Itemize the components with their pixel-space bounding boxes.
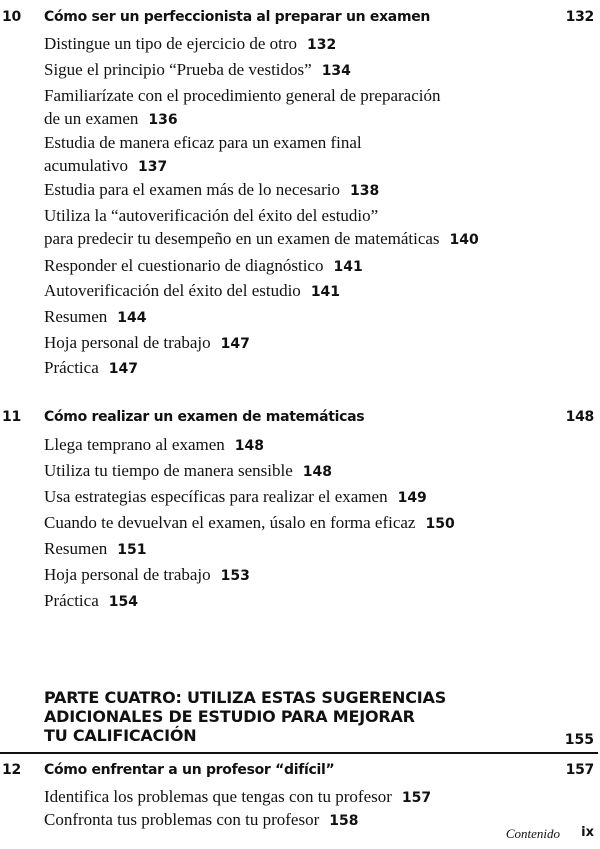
chapter-title: Cómo realizar un examen de matemáticas	[44, 409, 365, 425]
chapter-page: 132	[565, 9, 594, 25]
chapter-page: 157	[565, 762, 594, 778]
entry-page: 150	[425, 516, 455, 532]
chapter-number: 11	[2, 409, 21, 425]
entry-page: 134	[321, 63, 351, 79]
entry-page: 148	[302, 464, 333, 480]
toc-entry[interactable]: Estudia para el examen más de lo necesario 138	[44, 180, 380, 199]
chapter-number: 10	[2, 9, 21, 25]
toc-entry[interactable]: Sigue el principio “Prueba de vestidos” 134	[44, 60, 351, 79]
toc-entry[interactable]: Cuando te devuelvan el examen, úsalo en forma eficaz 150	[44, 513, 455, 532]
entry-page: 148	[234, 438, 265, 454]
toc-entry[interactable]: Familiarízate con el procedimiento general de preparación de un examen 136	[44, 86, 441, 128]
toc-entry[interactable]: Confronta tus problemas con tu profesor 158	[44, 810, 359, 829]
toc-entry[interactable]: Llega temprano al examen 148	[44, 435, 265, 454]
entry-page: 153	[220, 568, 250, 584]
entry-page: 140	[449, 232, 479, 248]
toc-entry[interactable]: Utiliza la “autoverificación del éxito del estudio” para predecir tu desempeño en un examen de matemáticas 140	[44, 206, 479, 248]
chapter-11-heading	[0, 409, 600, 431]
entry-page: 137	[138, 159, 168, 175]
toc-entry[interactable]: Resumen 151	[44, 539, 147, 558]
entry-page: 141	[333, 259, 363, 275]
toc-entry[interactable]: Práctica 154	[44, 591, 138, 610]
entry-page: 158	[329, 813, 359, 829]
toc-entry[interactable]: Hoja personal de trabajo 153	[44, 565, 250, 584]
toc-entry[interactable]: Resumen 144	[44, 307, 147, 326]
entry-page: 151	[117, 542, 147, 558]
entry-page: 147	[220, 336, 250, 352]
toc-entry[interactable]: Utiliza tu tiempo de manera sensible 148	[44, 461, 333, 480]
entry-page: 132	[307, 37, 337, 53]
entry-page: 149	[397, 490, 427, 506]
entry-page: 136	[148, 112, 178, 128]
entry-page: 141	[310, 284, 341, 300]
chapter-title: Cómo enfrentar a un profesor “difícil”	[44, 762, 335, 778]
chapter-10-heading	[0, 9, 600, 31]
chapter-title: Cómo ser un perfeccionista al preparar un examen	[44, 9, 431, 25]
toc-entry[interactable]: Hoja personal de trabajo 147	[44, 333, 250, 352]
entry-page: 138	[349, 183, 380, 199]
toc-entry[interactable]: Identifica los problemas que tengas con tu profesor 157	[44, 787, 432, 806]
footer-label: Contenido	[505, 826, 560, 841]
entry-page: 157	[401, 790, 432, 806]
chapter-page: 148	[565, 409, 594, 425]
chapter-number: 12	[2, 762, 21, 778]
toc-entry[interactable]: Autoverificación del éxito del estudio 141	[44, 281, 341, 300]
toc-entry[interactable]: Estudia de manera eficaz para un examen final acumulativo 137	[44, 133, 362, 175]
toc-entry[interactable]: Usa estrategias específicas para realizar el examen 149	[44, 487, 427, 506]
chapter-12-heading	[0, 762, 600, 784]
entry-page: 154	[108, 594, 138, 610]
toc-entry[interactable]: Responder el cuestionario de diagnóstico 141	[44, 256, 363, 275]
entry-page: 144	[117, 310, 147, 326]
toc-entry[interactable]: Distingue un tipo de ejercicio de otro 132	[44, 34, 337, 53]
entry-page: 147	[108, 361, 138, 377]
part-four-title[interactable]: PARTE CUATRO: UTILIZA ESTAS SUGERENCIAS ADICIONALES DE ESTUDIO PARA MEJORAR TU CALIFICACIÓN	[44, 688, 447, 745]
section-divider	[0, 752, 598, 754]
toc-entry[interactable]: Práctica 147	[44, 358, 138, 377]
part-four-page: 155	[564, 732, 594, 748]
footer-page-number: ix	[581, 825, 594, 840]
